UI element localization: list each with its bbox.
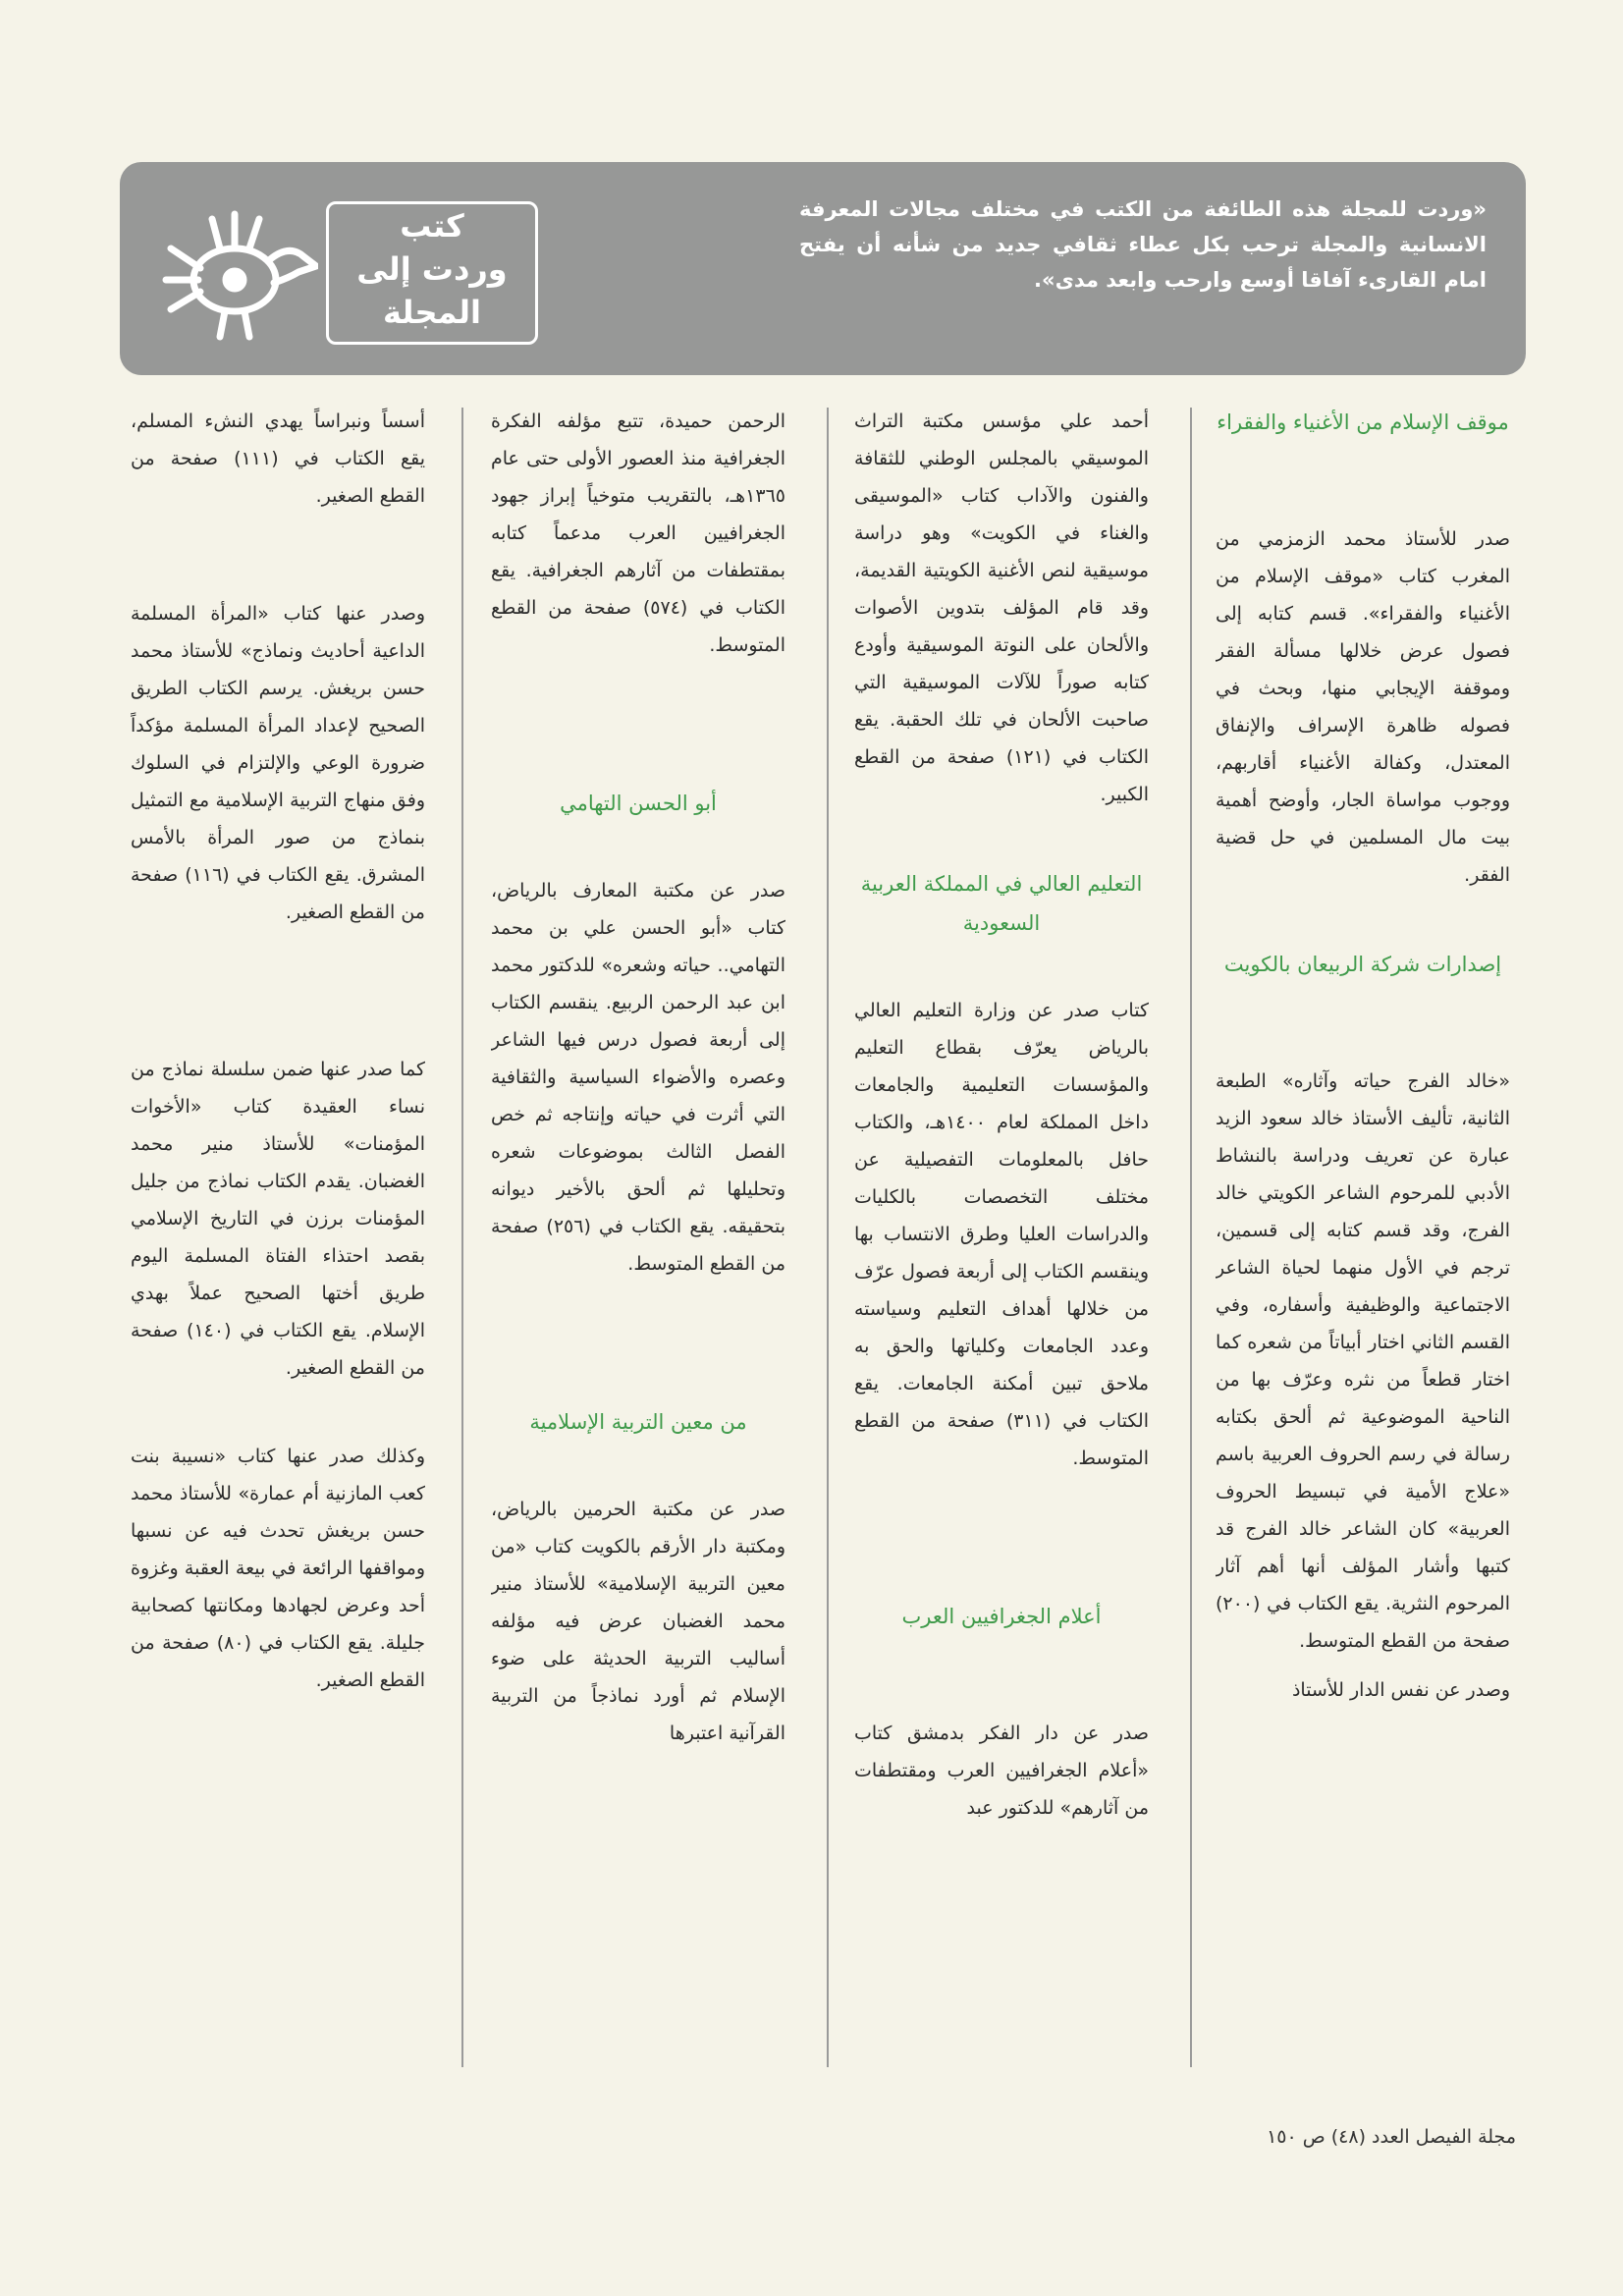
- text-geographers-cont: الرحمن حميدة، تتبع مؤلفه الفكرة الجغرافية منذ العصور الأولى حتى عام ١٣٦٥هـ، بالتقريب متوخياً إبراز جهود الجغرافيين العرب مدعماً كتابه بمقتطفات من آثارهم الجغرافية. يقع الكتاب في (٥٧٤) صفحة من القطع المتوسط.: [491, 410, 785, 656]
- column-divider: [461, 408, 463, 2067]
- logo-line-1: كتب: [400, 207, 464, 245]
- header-banner: [120, 162, 1526, 375]
- column-4: [131, 403, 425, 2062]
- text-music-kuwait: أحمد علي مؤسس مكتبة التراث الموسيقي بالمجلس الوطني للثقافة والفنون والآداب كتاب «الموسيقى والغناء في الكويت» وهو دراسة موسيقية لنص الأغنية الكويتية القديمة، وقد قام المؤلف بتدوين الأصوات والألحان على النوتة الموسيقية وأودع كتابه صوراً للآلات الموسيقية التي صاحبت الألحان في تلك الحقبة. يقع الكتاب في (١٢١) صفحة من القطع الكبير.: [854, 410, 1149, 805]
- text-rich-poor: صدر للأستاذ محمد الزمزمي من المغرب كتاب «موقف الإسلام من الأغنياء والفقراء». قسم كتابه إلى فصول عرض خلالها مسألة الفقر وموقفة الإيجابي منها، وبحث في فصوله ظاهرة الإسراف والإنفاق المعتدل، وكفالة الأغنياء أقاربهم، ووجوب مواساة الجار، وأوضح أهمية بيت مال المسلمين في حل قضية الفقر.: [1216, 528, 1510, 886]
- text-foundations: أسساً ونبراساً يهدي النشء المسلم، يقع الكتاب في (١١١) صفحة من القطع الصغير.: [131, 410, 425, 507]
- text-islamic-education: صدر عن مكتبة الحرمين بالرياض، ومكتبة دار الأرقم بالكويت كتاب «من معين التربية الإسلامية» للأستاذ منير محمد الغضبان عرض فيه مؤلفه أساليب التربية الحديثة على ضوء الإسلام ثم أورد نماذجاً من التربية القرآنية اعتبرها: [491, 1499, 785, 1744]
- logo-line-3: المجلة: [383, 294, 481, 331]
- text-khalid-alfaraj: «خالد الفرج حياته وآثاره» الطبعة الثانية، تأليف الأستاذ خالد سعود الزيد عبارة عن تعريف ودراسة بالنشاط الأدبي للمرحوم الشاعر الكويتي خالد الفرج، وقد قسم كتابه إلى قسمين، ترجم في الأول منهما لحياة الشاعر الاجتماعية والوظيفية وأسفاره، وفي القسم الثاني اختار أبياتاً من شعره كما اختار قطعاً من نثره وعرّف بها من الناحية الموضوعية ثم ألحق بكتابه رسالة في رسم الحروف العربية باسم «علاج الأمية في تبسيط الحروف العربية» كان الشاعر خالد الفرج قد كتبها وأشار المؤلف أنها أهم آثار المرحوم النثرية. يقع الكتاب في (٢٠٠) صفحة من القطع المتوسط.: [1216, 1070, 1510, 1652]
- heading-higher-education: التعليم العالي في المملكة العربية السعودية: [860, 872, 1143, 935]
- section-logo: [326, 201, 538, 345]
- logo-line-2: وردت إلى: [356, 250, 508, 288]
- text-nusaybah: وكذلك صدر عنها كتاب «نسيبة بنت كعب المازنية أم عمارة» للأستاذ محمد حسن بريغش تحدث فيه عن نسبها ومواقفها الرائعة في بيعة العقبة وغزوة أحد وعرض لجهادها ومكانتها كصحابية جليلة. يقع الكتاب في (٨٠) صفحة من القطع الصغير.: [131, 1446, 425, 1691]
- text-arab-geographers: صدر عن دار الفكر بدمشق كتاب «أعلام الجغرافيين العرب ومقتطفات من آثارهم» للدكتور عبد: [854, 1722, 1149, 1819]
- banner-intro: «وردت للمجلة هذه الطائفة من الكتب في مختلف مجالات المعرفة الانسانية والمجلة ترحب بكل عطاء ثقافي جديد من شأنه أن يفتح امام القارىء آفاقا أوسع وارحب وابعد مدى».: [799, 197, 1487, 292]
- column-3: [491, 403, 785, 2062]
- column-2: [854, 403, 1149, 2062]
- column-divider: [1190, 408, 1192, 2067]
- text-higher-education: كتاب صدر عن وزارة التعليم العالي بالرياض يعرّف بقطاع التعليم والمؤسسات التعليمية والجامعات داخل المملكة لعام ١٤٠٠هـ، والكتاب حافل بالمعلومات التفصيلية عن مختلف التخصصات بالكليات والدراسات العليا وطرق الانتساب بها وينقسم الكتاب إلى أربعة فصول عرّف من خلالها أهداف التعليم وسياسته وعدد الجامعات وكلياتها والحق به ملاحق تبين أمكنة الجامعات. يقع الكتاب في (٣١١) صفحة من القطع المتوسط.: [854, 1000, 1149, 1469]
- heading-tihami: أبو الحسن التهامي: [560, 792, 717, 815]
- text-tihami: صدر عن مكتبة المعارف بالرياض، كتاب «أبو الحسن علي بن محمد التهامي.. حياته وشعره» للدكتور محمد ابن عبد الرحمن الربيع. ينقسم الكتاب إلى أربعة فصول درس فيها الشاعر وعصره والأضواء السياسية والثقافية التي أثرت في حياته وإنتاجه ثم خص الفصل الثالث بموضوعات شعره وتحليلها ثم ألحق بالأخير ديوانه بتحقيقه. يقع الكتاب في (٢٥٦) صفحة من القطع المتوسط.: [491, 880, 785, 1275]
- text-continued: وصدر عن نفس الدار للأستاذ: [1291, 1679, 1510, 1701]
- text-believing-sisters: كما صدر عنها ضمن سلسلة نماذج من نساء العقيدة كتاب «الأخوات المؤمنات» للأستاذ منير محمد الغضبان. يقدم الكتاب نماذج من جليل المؤمنات برزن في التاريخ الإسلامي بقصد احتذاء الفتاة المسلمة اليوم طريق أختها الصحيح عملاً بهدي الإسلام. يقع الكتاب في (١٤٠) صفحة من القطع الصغير.: [131, 1059, 425, 1379]
- column-divider: [827, 408, 829, 2067]
- heading-rich-poor: موقف الإسلام من الأغنياء والفقراء: [1217, 410, 1509, 434]
- heading-rubaian: إصدارات شركة الربيعان بالكويت: [1223, 953, 1502, 976]
- page-footer: مجلة الفيصل العدد (٤٨) ص ١٥٠: [1267, 2126, 1516, 2148]
- heading-islamic-education: من معين التربية الإسلامية: [529, 1410, 747, 1434]
- column-1: [1216, 403, 1510, 2062]
- bird-emblem-icon: [141, 190, 318, 347]
- text-muslim-woman: وصدر عنها كتاب «المرأة المسلمة الداعية أحاديث ونماذج» للأستاذ محمد حسن بريغش. يرسم الكتاب الطريق الصحيح لإعداد المرأة المسلمة مؤكداً ضرورة الوعي والإلتزام في السلوك وفق منهاج التربية الإسلامية مع التمثيل بنماذج من صور المرأة بالأمس المشرق. يقع الكتاب في (١١٦) صفحة من القطع الصغير.: [131, 603, 425, 923]
- heading-arab-geographers: أعلام الجغرافيين العرب: [901, 1605, 1102, 1628]
